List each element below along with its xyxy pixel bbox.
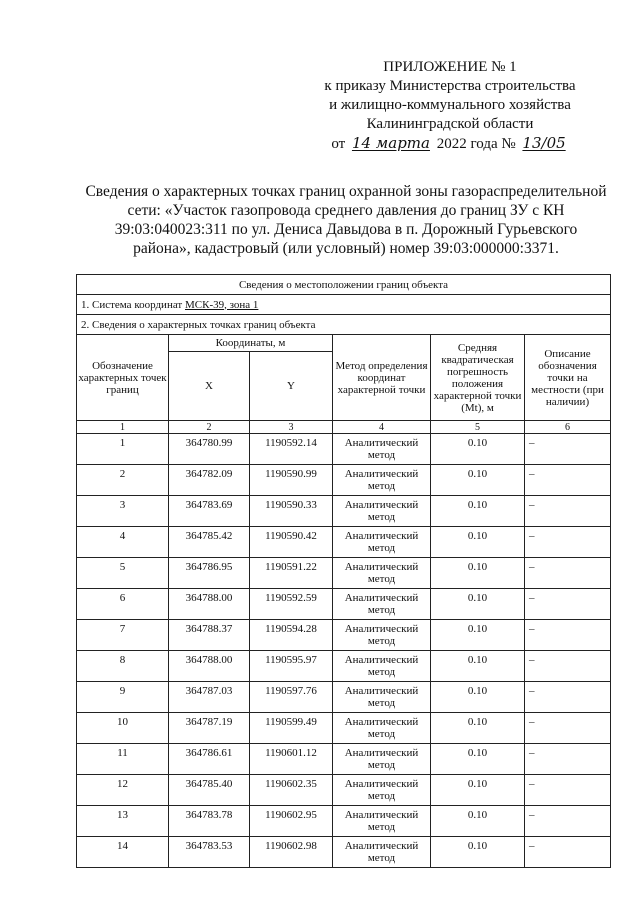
table-row: [77, 527, 611, 558]
coordinate-system-row: [77, 295, 611, 315]
y-coordinate-cell: 1190591.22: [250, 558, 333, 589]
x-coordinate-cell: 364780.99: [169, 434, 250, 465]
column-number: 6: [525, 421, 611, 434]
description-cell: –: [525, 806, 611, 837]
point-number-cell: 10: [77, 713, 169, 744]
error-cell: 0.10: [431, 434, 525, 465]
handwritten-date: 14 марта: [351, 134, 430, 152]
header-error: Средняя квадратическая погрешность положения характерной точки (Mt), м: [431, 335, 525, 421]
point-number-cell: 14: [77, 837, 169, 868]
point-number-cell: 5: [77, 558, 169, 589]
description-cell: –: [525, 589, 611, 620]
error-cell: 0.10: [431, 496, 525, 527]
column-number: 3: [250, 421, 333, 434]
error-cell: 0.10: [431, 465, 525, 496]
error-cell: 0.10: [431, 589, 525, 620]
x-coordinate-cell: 364783.69: [169, 496, 250, 527]
method-cell: Аналитический метод: [333, 527, 431, 558]
description-cell: –: [525, 620, 611, 651]
title-line-3: 39:03:040023:311 по ул. Дениса Давыдова в п. Дорожный Гурьевского: [114, 221, 578, 238]
x-coordinate-cell: 364787.03: [169, 682, 250, 713]
table-row: [77, 682, 611, 713]
point-number-cell: 8: [77, 651, 169, 682]
method-cell: Аналитический метод: [333, 775, 431, 806]
x-coordinate-cell: 364783.78: [169, 806, 250, 837]
y-coordinate-cell: 1190601.12: [250, 744, 333, 775]
y-coordinate-cell: 1190590.42: [250, 527, 333, 558]
method-cell: Аналитический метод: [333, 465, 431, 496]
y-coordinate-cell: 1190602.35: [250, 775, 333, 806]
column-number: 5: [431, 421, 525, 434]
x-coordinate-cell: 364785.42: [169, 527, 250, 558]
method-cell: Аналитический метод: [333, 434, 431, 465]
error-cell: 0.10: [431, 527, 525, 558]
error-cell: 0.10: [431, 558, 525, 589]
title-line-4: района», кадастровый (или условный) номер 39:03:000000:3371.: [133, 240, 559, 257]
y-coordinate-cell: 1190602.98: [250, 837, 333, 868]
point-number-cell: 13: [77, 806, 169, 837]
header-point-designation: Обозначение характерных точек границ: [77, 335, 169, 421]
table-row: [77, 496, 611, 527]
method-cell: Аналитический метод: [333, 620, 431, 651]
table-row: [77, 589, 611, 620]
error-cell: 0.10: [431, 651, 525, 682]
error-cell: 0.10: [431, 806, 525, 837]
table-row: [77, 651, 611, 682]
method-cell: Аналитический метод: [333, 837, 431, 868]
description-cell: –: [525, 465, 611, 496]
appendix-title: ПРИЛОЖЕНИЕ № 1: [383, 59, 517, 75]
error-cell: 0.10: [431, 775, 525, 806]
x-coordinate-cell: 364782.09: [169, 465, 250, 496]
method-cell: Аналитический метод: [333, 558, 431, 589]
section-title: Сведения о местоположении границ объекта: [77, 275, 611, 295]
table-row: [77, 775, 611, 806]
table-row: [77, 713, 611, 744]
point-number-cell: 7: [77, 620, 169, 651]
error-cell: 0.10: [431, 620, 525, 651]
header-x: X: [169, 352, 250, 421]
table-row: [77, 806, 611, 837]
y-coordinate-cell: 1190602.95: [250, 806, 333, 837]
description-cell: –: [525, 527, 611, 558]
header-method: Метод определения координат характерной точки: [333, 335, 431, 421]
point-number-cell: 12: [77, 775, 169, 806]
method-cell: Аналитический метод: [333, 806, 431, 837]
y-coordinate-cell: 1190597.76: [250, 682, 333, 713]
method-cell: Аналитический метод: [333, 744, 431, 775]
table-row: [77, 744, 611, 775]
description-cell: –: [525, 434, 611, 465]
handwritten-order-number: 13/05: [522, 134, 566, 152]
method-cell: Аналитический метод: [333, 651, 431, 682]
error-cell: 0.10: [431, 744, 525, 775]
x-coordinate-cell: 364786.61: [169, 744, 250, 775]
method-cell: Аналитический метод: [333, 682, 431, 713]
table-row: [77, 837, 611, 868]
x-coordinate-cell: 364788.37: [169, 620, 250, 651]
column-number: 4: [333, 421, 431, 434]
table-row: [77, 558, 611, 589]
x-coordinate-cell: 364788.00: [169, 589, 250, 620]
document-title: [76, 182, 616, 258]
date-prefix: от: [331, 136, 346, 152]
table-row: [77, 620, 611, 651]
error-cell: 0.10: [431, 713, 525, 744]
description-cell: –: [525, 558, 611, 589]
boundary-points-table: [76, 274, 611, 868]
y-coordinate-cell: 1190595.97: [250, 651, 333, 682]
point-number-cell: 6: [77, 589, 169, 620]
order-line-2: и жилищно-коммунального хозяйства: [329, 97, 571, 113]
header-coordinates: Координаты, м: [169, 335, 333, 352]
method-cell: Аналитический метод: [333, 713, 431, 744]
x-coordinate-cell: 364783.53: [169, 837, 250, 868]
points-section-title: 2. Сведения о характерных точках границ объекта: [77, 315, 611, 335]
description-cell: –: [525, 496, 611, 527]
error-cell: 0.10: [431, 837, 525, 868]
order-date-line: [300, 134, 600, 154]
description-cell: –: [525, 775, 611, 806]
y-coordinate-cell: 1190599.49: [250, 713, 333, 744]
error-cell: 0.10: [431, 682, 525, 713]
method-cell: Аналитический метод: [333, 589, 431, 620]
order-line-3: Калининградской области: [366, 116, 534, 132]
date-year: 2022 года №: [436, 136, 516, 152]
point-number-cell: 11: [77, 744, 169, 775]
point-number-cell: 9: [77, 682, 169, 713]
point-number-cell: 4: [77, 527, 169, 558]
description-cell: –: [525, 837, 611, 868]
x-coordinate-cell: 364785.40: [169, 775, 250, 806]
method-cell: Аналитический метод: [333, 496, 431, 527]
description-cell: –: [525, 744, 611, 775]
x-coordinate-cell: 364788.00: [169, 651, 250, 682]
header-y: Y: [250, 352, 333, 421]
table-row: [77, 434, 611, 465]
order-line-1: к приказу Министерства строительства: [324, 78, 576, 94]
y-coordinate-cell: 1190590.99: [250, 465, 333, 496]
title-line-2: сети: «Участок газопровода среднего давления до границ ЗУ с КН: [127, 202, 565, 219]
column-number: 2: [169, 421, 250, 434]
title-line-1: Сведения о характерных точках границ охранной зоны газораспределительной: [85, 183, 607, 200]
y-coordinate-cell: 1190592.14: [250, 434, 333, 465]
coordinate-system-label: 1. Система координат: [81, 298, 183, 311]
point-number-cell: 1: [77, 434, 169, 465]
coordinate-system-value: МСК-39, зона 1: [184, 298, 259, 311]
y-coordinate-cell: 1190592.59: [250, 589, 333, 620]
description-cell: –: [525, 651, 611, 682]
point-number-cell: 3: [77, 496, 169, 527]
x-coordinate-cell: 364786.95: [169, 558, 250, 589]
document-header: [300, 58, 600, 154]
column-number: 1: [77, 421, 169, 434]
point-number-cell: 2: [77, 465, 169, 496]
y-coordinate-cell: 1190590.33: [250, 496, 333, 527]
table-row: [77, 465, 611, 496]
header-description: Описание обозначения точки на местности (при наличии): [525, 335, 611, 421]
description-cell: –: [525, 682, 611, 713]
y-coordinate-cell: 1190594.28: [250, 620, 333, 651]
x-coordinate-cell: 364787.19: [169, 713, 250, 744]
description-cell: –: [525, 713, 611, 744]
